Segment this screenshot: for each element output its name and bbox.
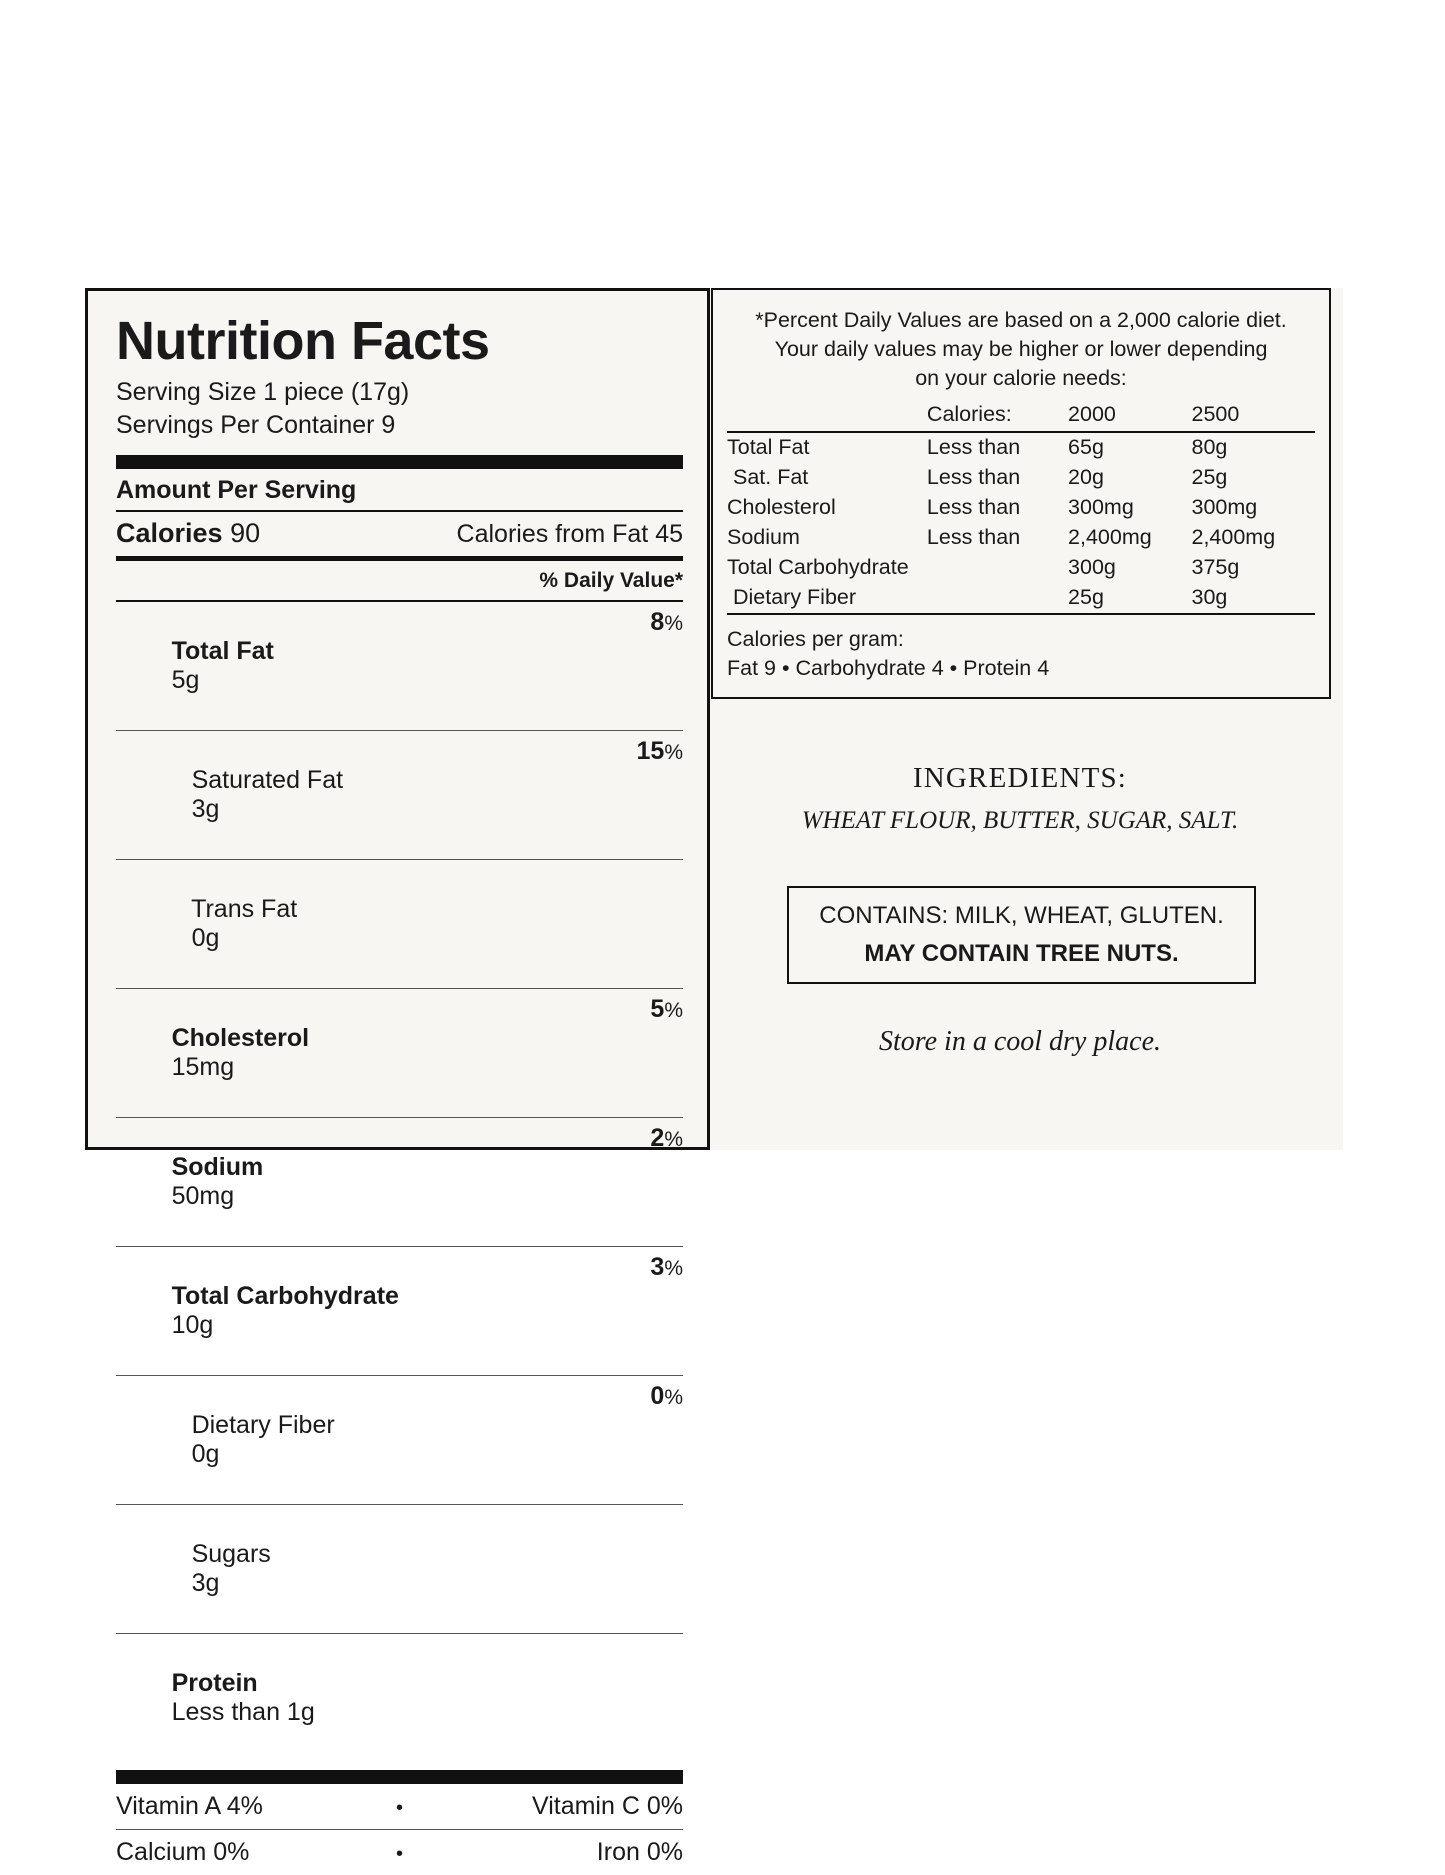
calories-row	[116, 512, 683, 556]
footnote-line-1: *Percent Daily Values are based on a 2,000 calorie diet.	[755, 308, 1287, 332]
nutrient-row	[116, 1376, 683, 1504]
vitamin-separator-dot: •	[395, 1797, 403, 1820]
nutrient-dv-value: 5	[650, 995, 665, 1024]
calories-per-gram-label: Calories per gram:	[727, 626, 904, 651]
dv-2500: 80g	[1191, 435, 1228, 460]
dv-nutrient: Dietary Fiber	[727, 585, 857, 610]
calories-label-group	[116, 518, 260, 549]
col-2500-header: 2500	[1191, 401, 1240, 426]
ingredients-title: INGREDIENTS:	[912, 762, 1128, 794]
nutrient-name-amount	[116, 866, 297, 982]
nutrient-row	[116, 860, 683, 988]
serving-size: Serving Size 1 piece (17g)	[116, 377, 410, 406]
calories-per-gram-values: Fat 9 • Carbohydrate 4 • Protein 4	[727, 655, 1050, 680]
nutrient-amount: 15mg	[171, 1053, 235, 1082]
dv-2500: 2,400mg	[1191, 525, 1276, 550]
nutrient-amount: 3g	[191, 795, 220, 824]
nutrient-name-amount	[116, 1382, 335, 1498]
col-2000-header: 2000	[1068, 401, 1116, 426]
col-nutrient-header	[727, 399, 927, 431]
nutrient-amount: Less than 1g	[171, 1698, 315, 1727]
nutrient-dv: 2%	[650, 1124, 683, 1153]
ingredients-list: WHEAT FLOUR, BUTTER, SUGAR, SALT.	[801, 807, 1239, 834]
dv-less-than	[927, 553, 1068, 583]
dv-less-than: Less than	[926, 465, 1021, 490]
divider-thick-2	[116, 1770, 683, 1784]
calories-label: Calories	[116, 518, 223, 549]
col-calories-header: Calories:	[926, 401, 1012, 426]
nutrient-amount: 5g	[171, 666, 200, 695]
nutrient-dv: 0%	[650, 1382, 683, 1411]
nutrient-name: Total Fat	[171, 637, 274, 666]
nutrient-name-amount	[116, 1253, 399, 1369]
dv-2500: 25g	[1191, 465, 1228, 490]
nutrient-amount: 50mg	[171, 1182, 235, 1211]
dv-2500: 375g	[1191, 555, 1240, 580]
nutrient-dv: 8%	[650, 608, 683, 637]
nutrient-row	[116, 602, 683, 730]
calories-per-gram-block	[727, 625, 1315, 683]
nutrient-row	[116, 1505, 683, 1633]
calories-value: 90	[230, 518, 261, 549]
servings-per-container: Servings Per Container 9	[116, 411, 396, 440]
nutrient-row	[116, 1118, 683, 1246]
dv-less-than: Less than	[926, 525, 1021, 550]
table-row	[727, 463, 1315, 493]
dv-nutrient: Total Fat	[727, 435, 810, 460]
dv-less-than	[927, 583, 1068, 613]
contains-statement: CONTAINS: MILK, WHEAT, GLUTEN.	[819, 902, 1224, 929]
calcium: Calcium 0%	[116, 1838, 250, 1867]
vitamin-separator-dot-2: •	[395, 1843, 403, 1866]
nutrient-dv: 3%	[650, 1253, 683, 1282]
page-title: Nutrition Facts	[116, 311, 490, 371]
dv-less-than: Less than	[926, 495, 1021, 520]
nutrition-label	[85, 288, 1343, 1867]
allergen-box	[787, 886, 1256, 984]
storage-instruction: Store in a cool dry place.	[878, 1026, 1161, 1057]
divider-thick	[116, 455, 683, 469]
dv-2000: 2,400mg	[1068, 525, 1152, 550]
nutrient-row	[116, 1634, 683, 1762]
vitamin-c: Vitamin C 0%	[531, 1792, 683, 1821]
nutrient-name: Trans Fat	[191, 895, 298, 924]
nutrient-name-amount	[116, 608, 274, 724]
nutrition-facts-panel	[85, 288, 710, 1867]
nutrient-name-amount	[116, 1124, 263, 1240]
calories-from-fat: Calories from Fat 45	[456, 520, 683, 549]
dv-2000: 300mg	[1068, 495, 1134, 520]
nutrient-name: Sugars	[191, 1540, 271, 1569]
nutrient-name: Saturated Fat	[191, 766, 344, 795]
nutrient-dv-value: 8	[650, 608, 665, 637]
nutrient-name: Total Carbohydrate	[171, 1282, 399, 1311]
dv-2000: 20g	[1068, 465, 1104, 490]
table-row	[727, 553, 1315, 583]
table-divider-bottom	[727, 613, 1315, 614]
nutrient-name-amount	[116, 995, 309, 1111]
amount-per-serving-label: Amount Per Serving	[116, 476, 357, 505]
nutrient-dv: 15%	[636, 737, 683, 766]
vitamin-a: Vitamin A 4%	[116, 1792, 263, 1821]
dv-nutrient: Sodium	[727, 525, 800, 550]
nutrient-amount: 3g	[191, 1569, 220, 1598]
table-row	[727, 583, 1315, 613]
dv-less-than: Less than	[926, 435, 1021, 460]
nutrient-name: Dietary Fiber	[191, 1411, 335, 1440]
nutrient-name: Cholesterol	[171, 1024, 310, 1053]
ingredients-block	[710, 762, 1330, 835]
footnote-text	[727, 306, 1315, 393]
nutrient-name: Sodium	[171, 1153, 264, 1182]
footnote-line-3: on your calorie needs:	[915, 366, 1127, 391]
table-row	[727, 493, 1315, 523]
right-panel	[710, 288, 1343, 1150]
table-row	[727, 523, 1315, 553]
dv-2000: 300g	[1068, 555, 1116, 580]
nutrient-dv-value: 2	[650, 1124, 665, 1153]
may-contain-statement: MAY CONTAIN TREE NUTS.	[864, 940, 1179, 967]
dv-nutrient: Total Carbohydrate	[727, 555, 909, 580]
nutrient-dv-value: 15	[636, 737, 665, 766]
dv-2000: 65g	[1068, 435, 1104, 460]
nutrient-name-amount	[116, 1511, 271, 1627]
dv-2000: 25g	[1068, 585, 1104, 610]
dv-2500: 30g	[1191, 585, 1228, 610]
nutrient-amount: 0g	[191, 924, 220, 953]
nutrient-name: Protein	[171, 1669, 258, 1698]
dv-nutrient: Sat. Fat	[727, 465, 809, 490]
vitamin-row	[116, 1784, 683, 1829]
dv-nutrient: Cholesterol	[727, 495, 836, 520]
nutrient-dv-value: 3	[650, 1253, 665, 1282]
nutrient-amount: 10g	[171, 1311, 214, 1340]
table-row	[727, 432, 1315, 463]
table-header-row	[727, 399, 1315, 431]
nutrient-row	[116, 1247, 683, 1375]
iron: Iron 0%	[596, 1838, 683, 1867]
footnote-line-2: Your daily values may be higher or lower depending	[774, 337, 1268, 362]
nutrient-dv-value: 0	[650, 1382, 665, 1411]
dv-2500: 300mg	[1191, 495, 1258, 520]
daily-values-table	[727, 399, 1315, 615]
nutrient-dv: 5%	[650, 995, 683, 1024]
nutrient-row	[116, 731, 683, 859]
daily-value-header: % Daily Value*	[539, 569, 683, 593]
nutrient-name-amount	[116, 1640, 315, 1756]
nutrient-name-amount	[116, 737, 343, 853]
nutrient-row	[116, 989, 683, 1117]
daily-value-footnote-box	[711, 288, 1331, 699]
nutrient-amount: 0g	[191, 1440, 220, 1469]
vitamin-row	[116, 1830, 683, 1875]
